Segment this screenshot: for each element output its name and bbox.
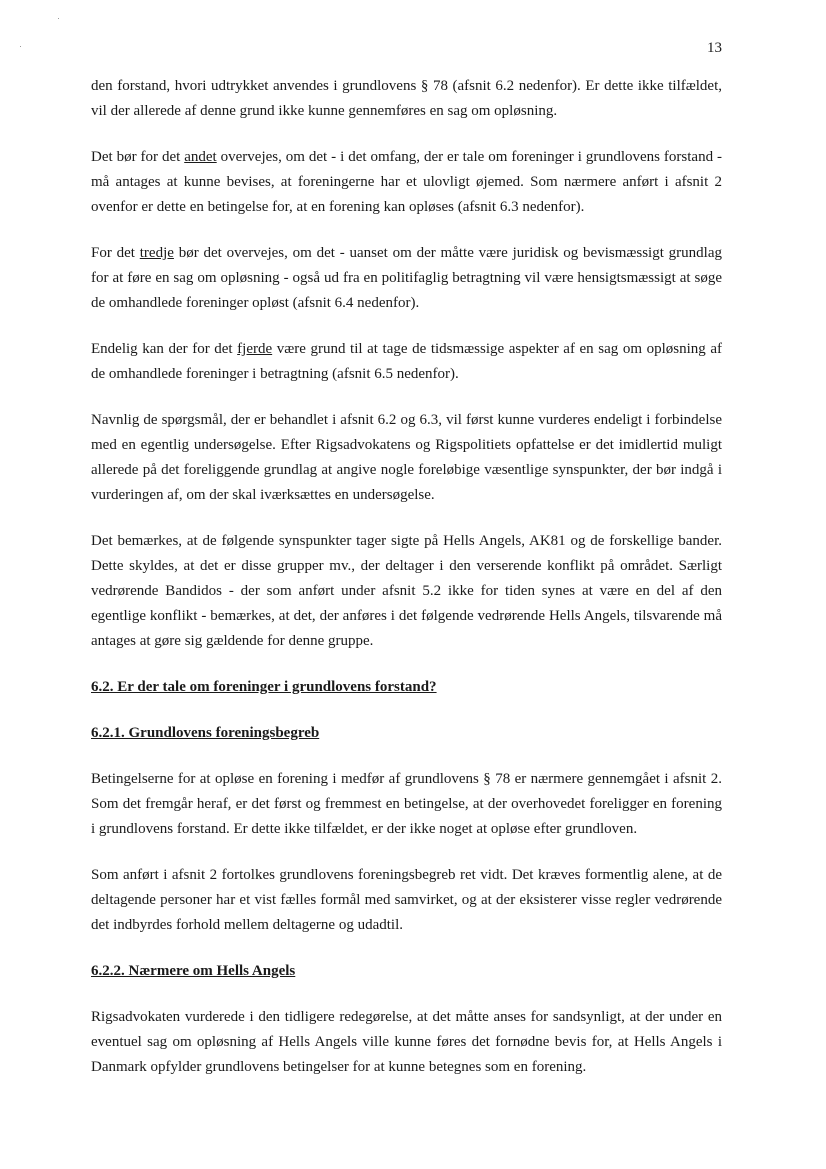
section-heading-6-2-2: 6.2.2. Nærmere om Hells Angels xyxy=(91,963,296,979)
paragraph: den forstand, hvori udtrykket anvendes i grundlovens § 78 (afsnit 6.2 nedenfor). Er dette ikke tilfældet, vil der allerede af denne grund ikke kunne gennemføres en sag om opløsning. xyxy=(91,78,722,119)
scan-speck xyxy=(58,18,59,19)
emphasis-tredje: tredje xyxy=(139,245,174,261)
emphasis-andet: andet xyxy=(184,149,217,165)
page-content xyxy=(91,74,722,1101)
section-heading-6-2: 6.2. Er der tale om foreninger i grundlovens forstand? xyxy=(91,679,437,695)
paragraph: Endelig kan der for det fjerde være grund til at tage de tidsmæssige aspekter af en sag om opløsning af de omhandlede foreninger i betragtning (afsnit 6.5 nedenfor). xyxy=(91,341,722,382)
scan-speck xyxy=(20,46,21,47)
paragraph: Det bør for det andet overvejes, om det - i det omfang, der er tale om foreninger i grundlovens forstand - må antages at kunne bevises, at foreningerne har et ulovligt øjemed. Som nærmere anført i afsnit 2 ovenfor er dette en betingelse for, at en forening kan opløses (afsnit 6.3 nedenfor). xyxy=(91,149,723,215)
paragraph: Det bemærkes, at de følgende synspunkter tager sigte på Hells Angels, AK81 og de forskellige bander. Dette skyldes, at det er disse grupper mv., der deltager i den verserende konflikt på området. Særligt vedrørende Bandidos - der som anført under afsnit 5.2 ikke for tiden synes at være en del af den egentlige konflikt - bemærkes, at det, der anføres i det følgende vedrørende Hells Angels, tilsvarende må antages at gøre sig gældende for denne gruppe. xyxy=(91,533,722,649)
section-heading-6-2-1: 6.2.1. Grundlovens foreningsbegreb xyxy=(91,725,320,741)
emphasis-fjerde: fjerde xyxy=(237,341,273,357)
paragraph: For det tredje bør det overvejes, om det - uanset om der måtte være juridisk og bevismæssigt grundlag for at føre en sag om opløsning - også ud fra en politifaglig betragtning vil være hensigtsmæssigt at søge de omhandlede foreninger opløst (afsnit 6.4 nedenfor). xyxy=(91,245,722,311)
paragraph: Navnlig de spørgsmål, der er behandlet i afsnit 6.2 og 6.3, vil først kunne vurderes endeligt i forbindelse med en egentlig undersøgelse. Efter Rigsadvokatens og Rigspolitiets opfattelse er det imidlertid muligt allerede på det foreliggende grundlag at angive nogle foreløbige væsentlige synspunkter, der bør indgå i vurderingen af, om der skal iværksættes en undersøgelse. xyxy=(91,412,722,503)
paragraph: Som anført i afsnit 2 fortolkes grundlovens foreningsbegreb ret vidt. Det kræves formentlig alene, at de deltagende personer har et vist fælles formål med samvirket, og at der eksisterer visse regler vedrørende det indbyrdes forhold mellem deltagerne og udadtil. xyxy=(91,867,722,933)
paragraph: Rigsadvokaten vurderede i den tidligere redegørelse, at det måtte anses for sandsynligt, at der under en eventuel sag om opløsning af Hells Angels ville kunne føres det fornødne bevis for, at Hells Angels i Danmark opfylder grundlovens betingelser for at kunne betegnes som en forening. xyxy=(91,1009,722,1075)
paragraph: Betingelserne for at opløse en forening i medfør af grundlovens § 78 er nærmere gennemgået i afsnit 2. Som det fremgår heraf, er det først og fremmest en betingelse, at der overhovedet foreligger en forening i grundlovens forstand. Er dette ikke tilfældet, er der ikke noget at opløse efter grundloven. xyxy=(91,771,722,837)
page-number: 13 xyxy=(707,40,722,56)
